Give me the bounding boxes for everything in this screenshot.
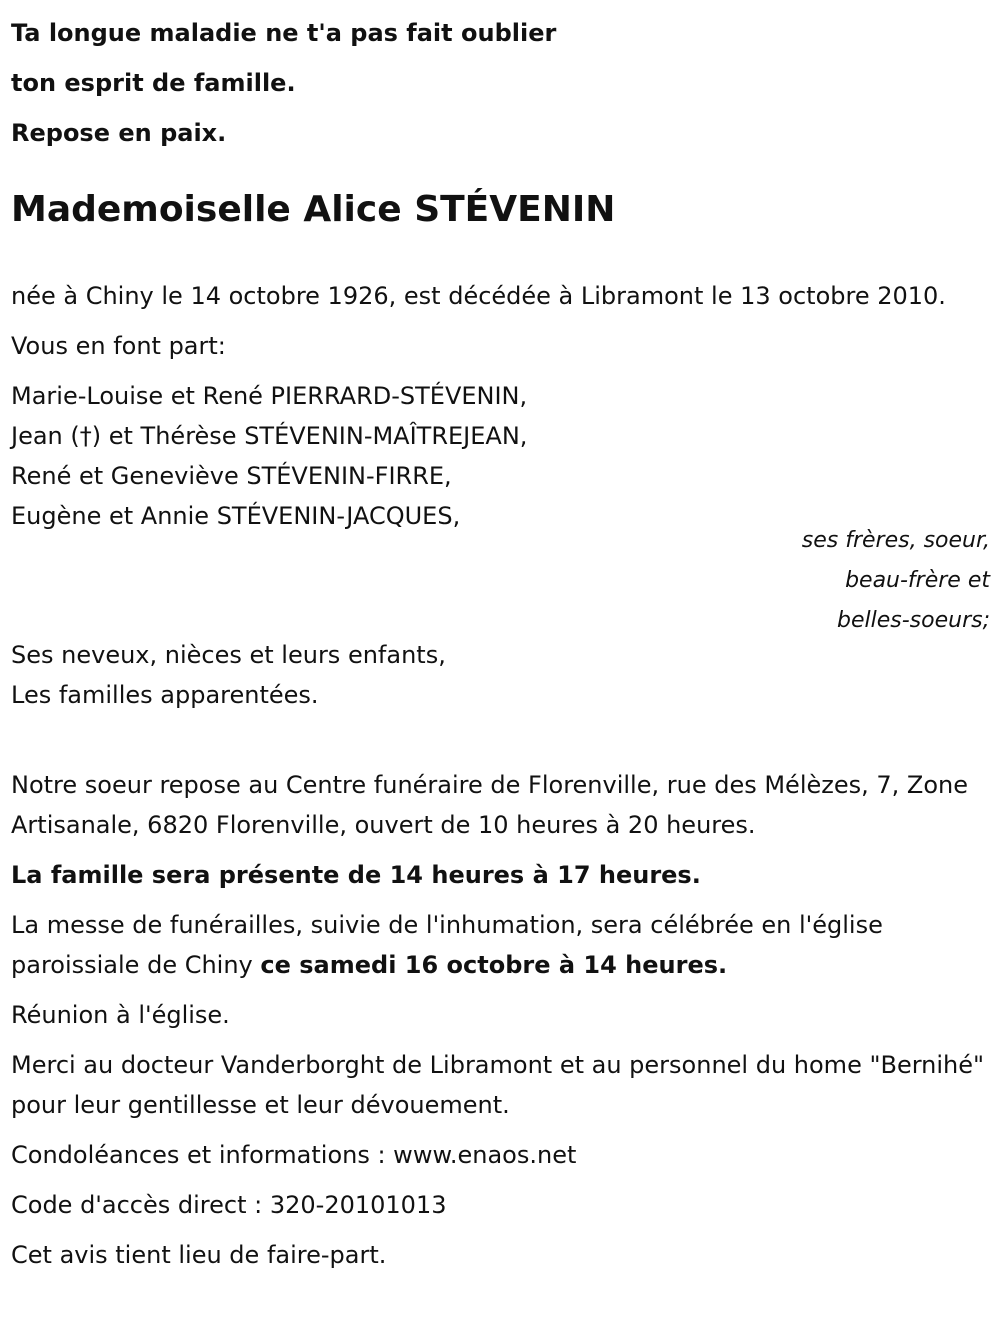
funeral-mass [11,905,990,985]
meeting-note: Réunion à l'église. [11,1001,230,1029]
epigraph-line: ton esprit de famille. [11,69,296,97]
epigraph-line: Repose en paix. [11,119,227,147]
mass-time: ce samedi 16 octobre à 14 heures. [260,951,728,979]
family-presence: La famille sera présente de 14 heures à 17 heures. [11,861,701,889]
access-code: Code d'accès direct : 320-20101013 [11,1191,447,1219]
condolences-info: Condoléances et informations : www.enaos.net [11,1141,577,1169]
deceased-name: Mademoiselle Alice STÉVENIN [11,189,616,230]
thanks-note: Merci au docteur Vanderborght de Libramont et au personnel du home "Bernihé" pour leur gentillesse et leur dévouement. [11,1051,985,1119]
family-entry: Les familles apparentées. [11,681,319,709]
sibling-entry: René et Geneviève STÉVENIN-FIRRE, [11,462,452,490]
sibling-entry: Marie-Louise et René PIERRARD-STÉVENIN, [11,382,528,410]
family-entry: Ses neveux, nièces et leurs enfants, [11,641,446,669]
relation-line: beau-frère et [845,568,990,593]
epigraph [11,0,990,158]
birth-death-text: née à Chiny le 14 octobre 1926, est décédée à Libramont le 13 octobre 2010. [11,282,946,310]
epigraph-line: Ta longue maladie ne t'a pas fait oublier [11,19,557,47]
siblings-relation [11,521,990,641]
repose-info: Notre soeur repose au Centre funéraire de Florenville, rue des Mélèzes, 7, Zone Artisanale, 6820 Florenville, ouvert de 10 heures à 20 heures. [11,771,968,839]
other-family-list [11,635,990,715]
relation-line: belles-soeurs; [837,608,990,633]
relation-line: ses frères, soeur, [801,528,990,553]
mass-text: La messe de funérailles, suivie de l'inhumation, sera célébrée en l'église paroissiale de Chiny [11,911,883,979]
announce-intro: Vous en font part: [11,332,226,360]
sibling-entry: Jean (†) et Thérèse STÉVENIN-MAÎTREJEAN, [11,422,528,450]
closing-note: Cet avis tient lieu de faire-part. [11,1241,387,1269]
siblings-list [11,376,990,536]
sibling-entry: Eugène et Annie STÉVENIN-JACQUES, [11,502,461,530]
